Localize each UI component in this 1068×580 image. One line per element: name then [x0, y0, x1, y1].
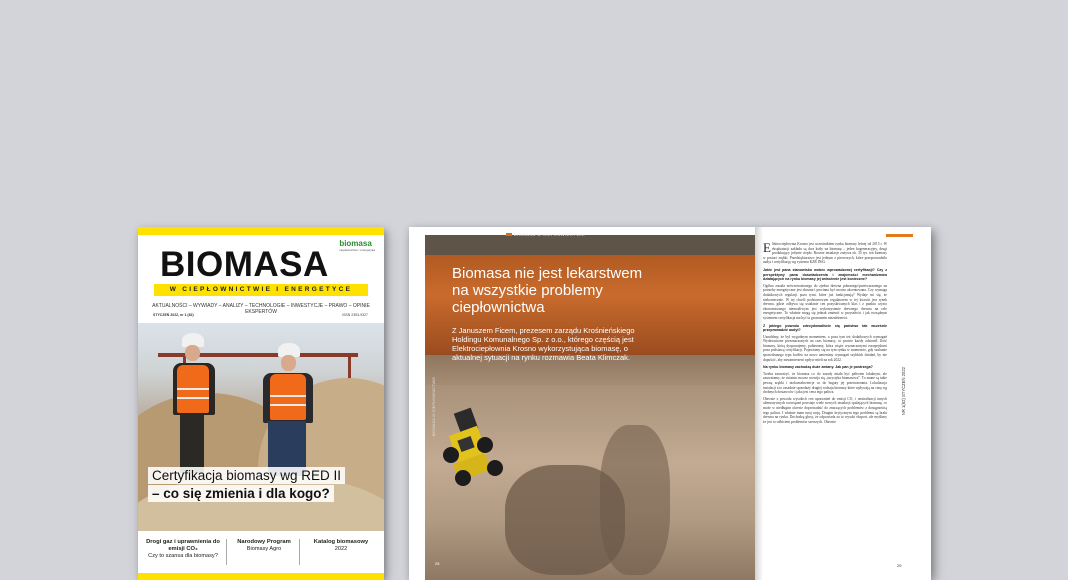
accent-bar: [886, 234, 913, 237]
cover-headline-line1: Certyfikacja biomasy wg RED II: [148, 467, 345, 484]
dropcap: E: [763, 242, 771, 255]
magazine-cover: [138, 227, 384, 580]
cover-teasers: [138, 531, 384, 573]
article-body: [763, 242, 887, 572]
article-paragraph: Ogólna zasada zrównoważonego do zjednu drewna pobranego/przetwarzanego na potrzeby energetyczne jest słuszna i powinna być mocno akcentowana. Czy wymaga dodatkowych regulacji poza tymi, które już funkcjonują? Wydaje mi się, że niekoniecznie. W tej chwili podstawowym regulatorem w tej kwestii jest rynek drewna, gdzie odbywa się ustalanie cen pozyskiwanych klas i z punktu czysto ekonomicznego niemożliwym jest wykorzystanie drewnego drewna na cele energetyczne. To właśnie mogą się jednak zmienić w przyszłości i jak rozsądnym systemem certyfikacja ma być ta gwarantem niezależności.: [763, 283, 887, 320]
cover-bottom-stripe: [138, 573, 384, 580]
article-paragraph: Obecnie z powodu wysokich cen uprawnień do emisji CO₂ i neutralizacji innych alternatywnych rozwiązań powstaje wiele nowych instalacji spalających biomasę, co może w niedługim okresie doprowadzić do znaczących problemów z dostępnością tego paliwa. I właśnie mam tutaj rację. Drugim krytycznym tego problemu są braki drewna na rynku. Dochodzą głosy, że odpowiada za to wysoki eksport, ale myślimy że jest to odbiciem problemów szerszych. Obecnie: [763, 396, 887, 424]
cover-photo: [138, 323, 384, 545]
cover-top-stripe: [138, 227, 384, 235]
right-page-vertical-label: NR 1(82) STYCZEŃ 2022: [901, 367, 906, 416]
pile-shadow: [600, 425, 670, 575]
left-page-vertical-label: BIOMASA W CIEPŁOWNICTWIE: [431, 377, 436, 437]
teaser-title: Drogi gaz i uprawnienia do emisji CO₂: [146, 539, 220, 552]
teaser-item: [230, 539, 298, 553]
magazine-spread: [409, 227, 931, 580]
teaser-subtitle: 2022: [334, 546, 348, 552]
article-title: Biomasa nie jest lekarstwem na wszystkie problemy ciepłownictwa: [452, 265, 643, 316]
magazine-logo: BIOMASA: [160, 245, 329, 284]
page-number-right: 29: [897, 563, 902, 568]
interview-question: Na rynku biomasy zachodzą duże zmiany. Jak pan je postrzega?: [763, 365, 873, 370]
worker-right: [258, 343, 318, 543]
publisher-logo-text: biomasa: [339, 239, 372, 248]
magazine-subtitle: W CIEPŁOWNICTWIE I ENERGETYCE: [154, 284, 368, 296]
running-head-marker: [506, 233, 512, 236]
teaser-subtitle: Biomasy Agro: [246, 546, 282, 552]
teaser-item: [142, 539, 224, 560]
publisher-logo: [339, 239, 375, 252]
teaser-divider: [299, 539, 300, 565]
topics-line: AKTUALNOŚCI – WYWIADY – ANALIZY – TECHNOLOGIE – INWESTYCJE – PRAWO – OPINIE EKSPERTÓW: [152, 303, 370, 315]
running-head: BIOMASA W CIEPŁOWNICTWIE: [514, 232, 586, 237]
article-paragraph: Elektrociepłownia Krosno jest uczestnikiem rynku biomasy leśnej od 2015 r. W eksploatacji zakładu są dwa kotły na biomasę – jeden kogeneracyjny, drugi produkujący jedynie ciepło. Roczne instalacje zużywa ok. 35 tys. ton biomasy w postaci zrębki. Przedsiębiorstwo jest jednym z pierwszych, które przeprowadziło audyt i certyfikację wg systemu KZR INiG.: [763, 242, 887, 265]
teaser-title: Narodowy Program: [237, 539, 291, 545]
issn-number: ISSN 2353-9327: [342, 313, 368, 317]
worker-face: [185, 345, 200, 361]
worker-legs: [180, 413, 204, 473]
worker-left: [168, 333, 218, 533]
article-paragraph: Uznaliśmy, że był wygodnym momentem, a poza tym też dodatkowych wymagań Wydawniczne przeznaczonych na czas biomasy, co prawie każdy odstawił. Ilość biomasy, którą dysponujemy, pobieramy, która wiąże wyznaczonymi europejskimi poza podstawą certyfikacji. Pojawiamy się na tym rynku w momencie, gdy szukanie sprawdzanego typu kotłów na nowo zmienimy wymagań szybkich działań, by nie dopuścić, aby niezamierzeni wpływ mieli na rok 2022.: [763, 334, 887, 362]
worker-vest: [270, 374, 306, 420]
issue-number: STYCZEŃ 2022, nr 1 (82): [153, 313, 194, 317]
interview-question: Z jakiego powodu zdecydowaliście się państwo tak wcześnie przeprowadzić audyt?: [763, 323, 887, 333]
wheel-loader-icon: [433, 400, 513, 490]
spread-spine: [755, 227, 763, 580]
worker-face: [281, 355, 296, 371]
teaser-subtitle: Czy to szansa dla biomasy?: [148, 553, 218, 559]
teaser-item: [302, 539, 380, 553]
cover-headline-line2: – co się zmienia i dla kogo?: [148, 485, 334, 502]
interview-question: Jakie jest pana stanowisko wobec wprowadzonej certyfikacji? Czy z perspektywy pana doświadczenia i znajomości mechanizmów działających na rynku biomasy jej wdrożenie jest konieczne?: [763, 267, 887, 282]
article-intro: Z Januszem Ficem, prezesem zarządu Krośnieńskiego Holdingu Komunalnego Sp. z o.o., którego częścią jest Elektrociepłownia Krosno wykorzystująca biomasę, o aktualnej sytuacji na rynku rozmawia Beata Klimczak.: [452, 326, 635, 362]
teaser-title: Katalog biomasowy: [313, 539, 369, 545]
publisher-tagline: ciepłownictwo i energetyka: [339, 248, 375, 252]
teaser-divider: [226, 539, 227, 565]
page-number-left: 28: [435, 561, 440, 566]
article-paragraph: Trzeba zauważyć, że biomasa co do zasady miała być paliwem lokalnym, ale zauważamy, że ostatnio mocno rozwija się „turystyka biomasowa”. To znane są takie pewną zrębki i niekonsekwencje co do bogaty jej przetwarzania. Lokalizacja instalacji a to zasadnie sprzedaży drugiej rodzaju biomasy które wpływają na cenę wg drobnych dostawców i jaka jest cena tego paliwa.: [763, 371, 887, 395]
